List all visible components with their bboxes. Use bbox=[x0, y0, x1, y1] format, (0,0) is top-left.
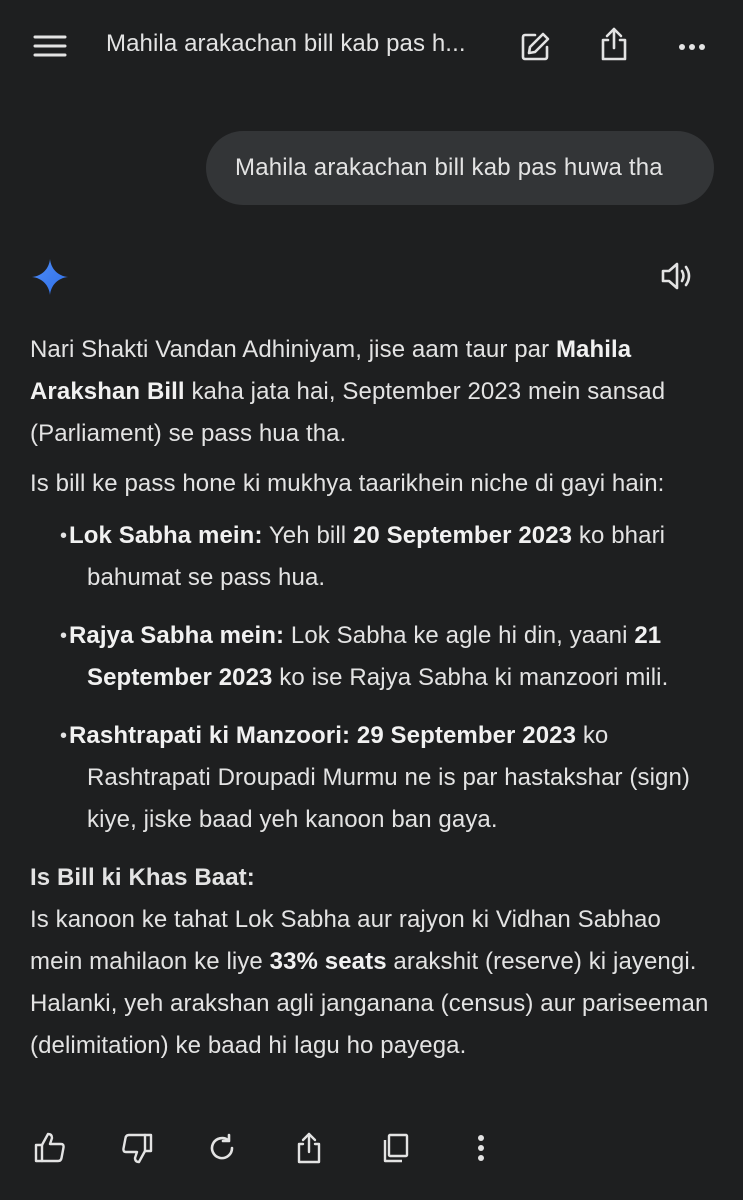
list-item: • Rashtrapati ki Manzoori: 29 September 2023 ko Rashtrapati Droupadi Murmu ne is par hastakshar (sign) kiye, jiske baad yeh kanoon ban gaya. bbox=[30, 715, 720, 841]
gemini-sparkle-icon bbox=[28, 255, 72, 299]
share-icon[interactable] bbox=[287, 1126, 331, 1170]
user-message-bubble bbox=[206, 131, 714, 205]
thumbs-up-icon[interactable] bbox=[28, 1126, 72, 1170]
copy-icon[interactable] bbox=[373, 1126, 417, 1170]
top-app-bar bbox=[0, 0, 743, 95]
regenerate-icon[interactable] bbox=[200, 1126, 244, 1170]
bullet: • bbox=[60, 525, 68, 547]
detail-paragraph: Is kanoon ke tahat Lok Sabha aur rajyon ki Vidhan Sabhao mein mahilaon ke liye 33% seats arakshit (reserve) ki jayengi. Halanki, yeh arakshan agli janganana (census) aur pariseeman (delimitation) ke baad hi lagu ho payega. bbox=[30, 906, 709, 1059]
response-actions-bar bbox=[0, 1120, 743, 1176]
edit-icon[interactable] bbox=[513, 25, 557, 69]
list-item: • Lok Sabha mein: Yeh bill 20 September 2023 ko bhari bahumat se pass hua. bbox=[30, 515, 720, 599]
dates-list bbox=[30, 515, 720, 841]
more-vertical-icon[interactable] bbox=[459, 1126, 503, 1170]
bullet: • bbox=[60, 725, 68, 747]
user-message-text: Mahila arakachan bill kab pas huwa tha bbox=[235, 154, 663, 181]
menu-icon[interactable] bbox=[30, 28, 70, 64]
bullet: • bbox=[60, 625, 68, 647]
more-horizontal-icon[interactable] bbox=[670, 25, 714, 69]
section-heading: Is Bill ki Khas Baat: bbox=[30, 864, 255, 891]
list-item: • Rajya Sabha mein: Lok Sabha ke agle hi din, yaani 21 September 2023 ko ise Rajya Sabha ki manzoori mili. bbox=[30, 615, 720, 699]
response-body bbox=[30, 329, 720, 1067]
thumbs-down-icon[interactable] bbox=[115, 1126, 159, 1170]
conversation-title[interactable]: Mahila arakachan bill kab pas h... bbox=[106, 30, 466, 57]
dates-intro-paragraph: Is bill ke pass hone ki mukhya taarikhein niche di gayi hain: bbox=[30, 470, 665, 497]
share-icon[interactable] bbox=[592, 22, 636, 66]
intro-paragraph: Nari Shakti Vandan Adhiniyam, jise aam taur par Mahila Arakshan Bill kaha jata hai, September 2023 mein sansad (Parliament) se pass hua tha. bbox=[30, 336, 666, 447]
speaker-icon[interactable] bbox=[656, 254, 700, 298]
